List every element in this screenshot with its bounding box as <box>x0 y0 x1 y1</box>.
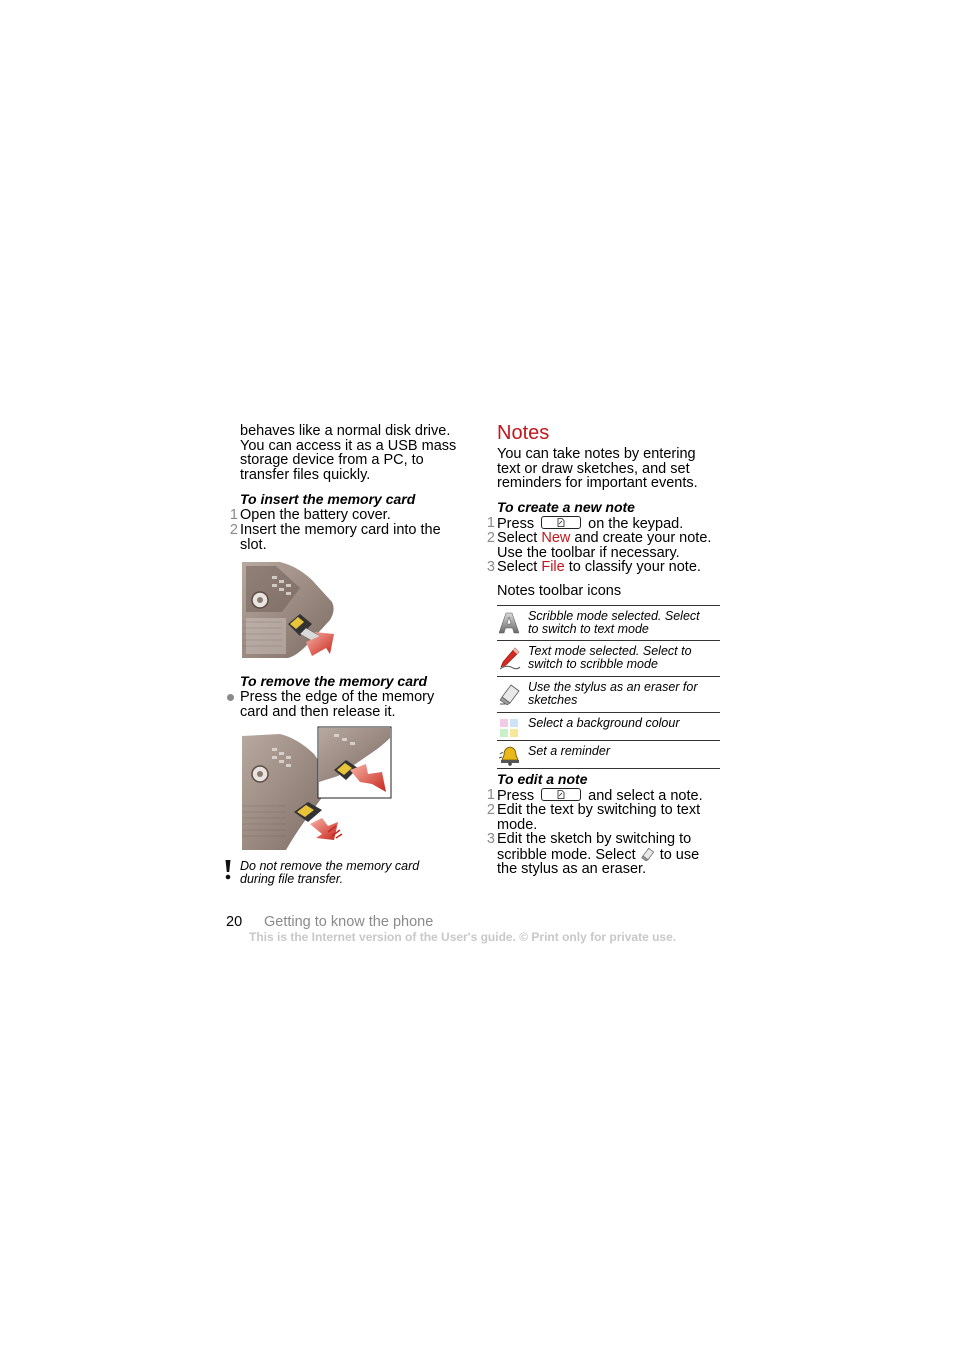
remove-instruction: Press the edge of the memory card and then release it. <box>240 689 435 720</box>
eraser-icon <box>499 683 521 705</box>
background-colour-icon <box>499 718 519 738</box>
create-step-2: 2 Select New and create your note. Use the toolbar if necessary. <box>486 530 712 561</box>
insert-step-2: 2 Insert the memory card into the slot. <box>229 522 441 553</box>
toolbar-row-eraser <box>497 677 720 713</box>
edit-note-steps <box>483 788 723 878</box>
text-mode-pen-icon <box>499 646 521 670</box>
create-note-title: To create a new note <box>497 499 635 515</box>
remove-bullet <box>227 694 234 701</box>
toolbar-icons-title: Notes toolbar icons <box>497 583 622 599</box>
section-name: Getting to know the phone <box>264 914 434 930</box>
notes-intro: You can take notes by entering text or draw sketches, and set reminders for important events. <box>497 446 698 492</box>
toolbar-row-reminder <box>497 741 720 769</box>
toolbar-row-background <box>497 713 720 741</box>
eraser-icon <box>641 847 655 861</box>
file-menu-link[interactable]: File <box>541 559 565 575</box>
page-number: 20 <box>226 914 243 930</box>
insert-steps <box>226 508 466 553</box>
toolbar-row-reminder-text: Set a reminder <box>528 744 610 758</box>
insert-card-title: To insert the memory card <box>240 491 416 507</box>
remove-memory-card-illustration <box>242 726 394 850</box>
create-step-3: 3 Select File to classify your note. <box>486 559 701 575</box>
edit-step-3: 3 Edit the sketch by switching to scribble mode. Select to use the stylus as an eraser. <box>486 831 700 877</box>
scribble-mode-icon <box>499 612 519 634</box>
exclamation-warning-icon <box>225 860 231 880</box>
new-menu-link[interactable]: New <box>541 530 571 546</box>
toolbar-row-eraser-text: Use the stylus as an eraser for sketches <box>528 680 698 707</box>
warning-note: Do not remove the memory card during file transfer. <box>240 859 420 886</box>
create-note-steps <box>483 516 723 576</box>
toolbar-row-text-mode-text: Text mode selected. Select to switch to scribble mode <box>528 644 692 671</box>
notes-heading: Notes <box>497 422 550 444</box>
internet-version-notice: This is the Internet version of the User's guide. © Print only for private use. <box>249 930 677 944</box>
edit-note-title: To edit a note <box>497 771 588 787</box>
toolbar-row-background-text: Select a background colour <box>528 716 680 730</box>
insert-step-1: 1 Open the battery cover. <box>229 507 391 523</box>
insert-memory-card-illustration <box>242 562 338 658</box>
intro-paragraph: behaves like a normal disk drive. You can access it as a USB mass storage device from a PC, to transfer files quickly. <box>240 423 457 483</box>
edit-step-1: 1 Press and select a note. <box>486 787 703 804</box>
notes-key-icon <box>541 788 581 801</box>
toolbar-icons-table <box>497 605 720 769</box>
toolbar-row-scribble-text: Scribble mode selected. Select to switch to text mode <box>528 609 700 636</box>
reminder-bell-icon <box>499 744 521 766</box>
edit-step-2: 2 Edit the text by switching to text mode. <box>486 802 701 833</box>
toolbar-row-scribble <box>497 606 720 641</box>
create-step-1: 1 Press on the keypad. <box>486 515 684 532</box>
toolbar-row-text-mode <box>497 641 720 677</box>
remove-card-title: To remove the memory card <box>240 673 427 689</box>
new-note-key-icon <box>541 516 581 529</box>
